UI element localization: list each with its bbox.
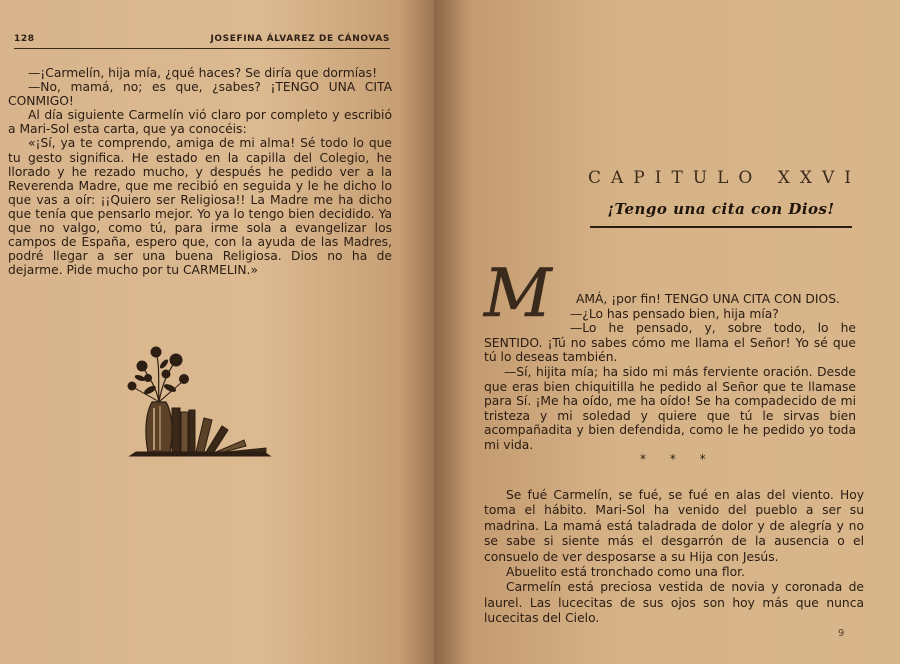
opening-line: AMÁ, ¡por fin! TENGO UNA CITA CON DIOS. bbox=[576, 292, 840, 306]
paragraph: —No, mamá, no; es que, ¿sabes? ¡TENGO UNA CITA CONMIGO! bbox=[8, 80, 392, 109]
drop-cap-letter: M bbox=[484, 260, 552, 324]
right-body-text-a bbox=[484, 292, 856, 453]
left-page bbox=[0, 0, 434, 664]
paragraph: —¡Carmelín, hija mía, ¿qué haces? Se diría que dormías! bbox=[28, 66, 378, 80]
chapter-heading: CAPITULO XXVI bbox=[588, 168, 861, 188]
running-head-author: JOSEFINA ÁLVAREZ DE CÁNOVAS bbox=[210, 34, 390, 44]
paragraph: Abuelito está tronchado como una flor. bbox=[506, 565, 745, 580]
right-body-text-b bbox=[484, 488, 864, 627]
page-number-right: 9 bbox=[838, 628, 845, 639]
paragraph: Se fué Carmelín, se fué, se fué en alas del viento. Hoy toma el hábito. Mari-Sol ha venido del pueblo a ser su madrina. La mamá está taladrada de dolor y de alegría y no se sabe si siente más el desgarrón de la ausencia o el consuelo de ver desposarse a su Hija con Jesús. bbox=[484, 488, 864, 564]
section-separator: * * * bbox=[640, 452, 716, 466]
page-number-left: 128 bbox=[14, 34, 35, 44]
running-header bbox=[14, 34, 390, 49]
paragraph: Al día siguiente Carmelín vió claro por completo y escribió a Mari-Sol esta carta, que ya conocéis: bbox=[8, 108, 392, 137]
paragraph: —Lo he pensado, y, sobre todo, lo he SENTIDO. ¡Tú no sabes cómo me llama el Señor! Yo sé que tú lo deseas también. bbox=[484, 321, 856, 365]
paragraph: —¿Lo has pensado bien, hija mía? bbox=[570, 306, 779, 321]
flower-vase-books-illustration bbox=[126, 346, 274, 462]
paragraph: Carmelín está preciosa vestida de novia y coronada de laurel. Las lucecitas de sus ojos son hoy más que nunca lucecitas del Cielo. bbox=[484, 580, 864, 626]
paragraph: «¡Sí, ya te comprendo, amiga de mi alma! Sé todo lo que tu gesto significa. He estado en la capilla del Colegio, he llorado y he rezado mucho, y después he pedido ver a la Reverenda Madre, que me recibió en seguida y le he dicho lo que vas a oír: ¡¡Quiero ser Religiosa!! La Madre me ha dicho que tenía que pensarlo mejor. Yo ya lo tengo bien decidido. Ya que no valgo, como tú, para irme sola a evangelizar los campos de España, espero que, con la ayuda de las Madres, podré llegar a ser una buena Religiosa. Dios no ha de dejarme. Pide mucho por tu CARMELIN.» bbox=[8, 136, 392, 278]
left-body-text bbox=[8, 66, 392, 277]
paragraph: —Sí, hijita mía; ha sido mi más ferviente oración. Desde que eras bien chiquitilla he pedido al Señor que te llamase para Sí. ¡Me ha oído, me ha oído! Se ha compadecido de mi tristeza y mi soledad y quiere que tú le sirvas bien acompañadita y bien defendida, como le he pedido yo toda mi vida. bbox=[484, 364, 856, 452]
chapter-title: ¡Tengo una cita con Dios! bbox=[590, 194, 852, 228]
